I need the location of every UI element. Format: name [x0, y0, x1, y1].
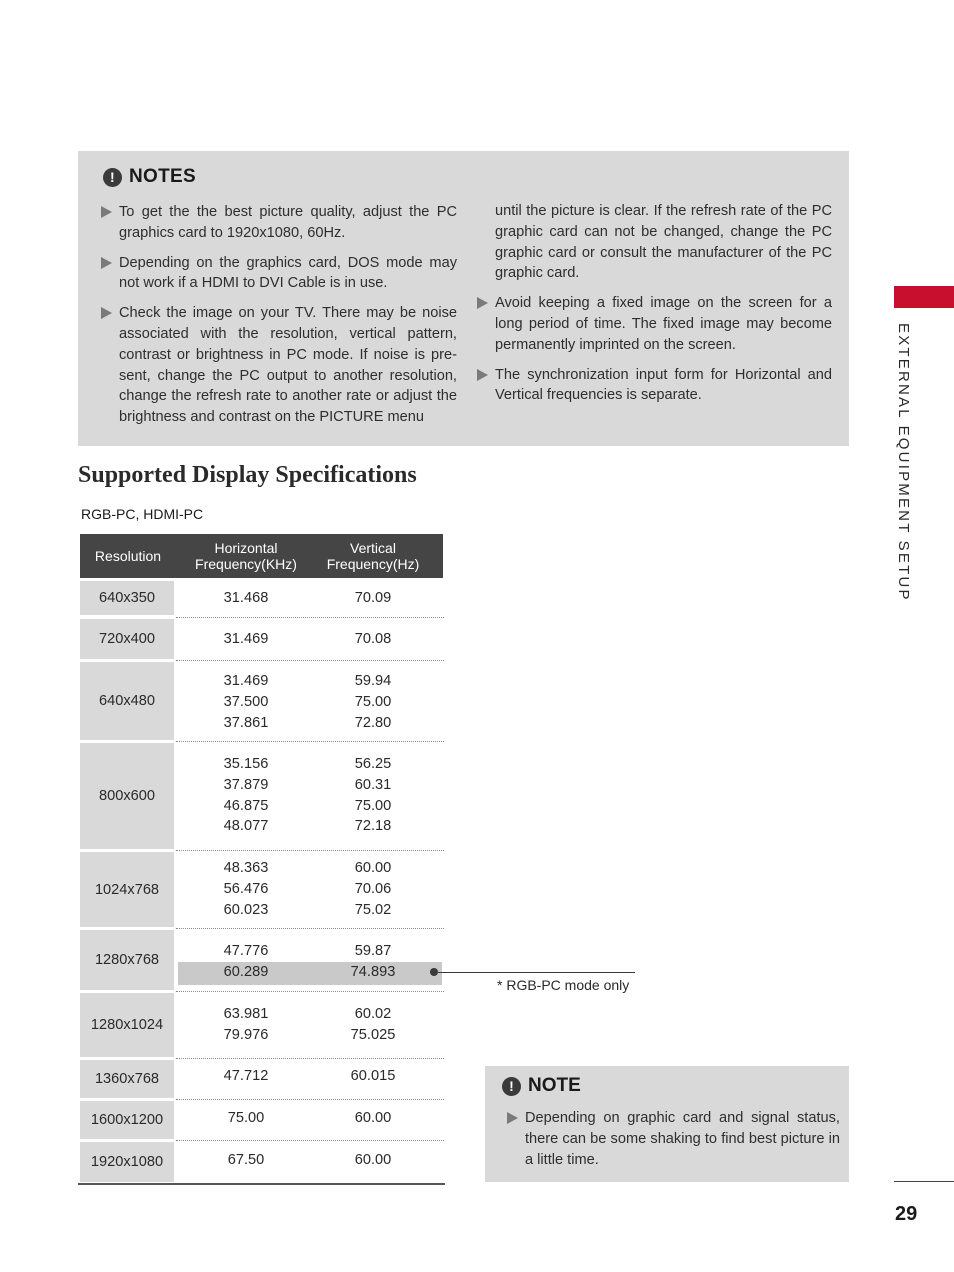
- vertical-values: 59.87 74.893: [350, 943, 396, 980]
- row-divider: [176, 1058, 444, 1059]
- vertical-values: 60.02 75.025: [350, 1006, 396, 1043]
- exclamation-icon: !: [103, 168, 122, 187]
- vertical-values: 60.00: [354, 1152, 392, 1168]
- row-divider: [176, 1099, 444, 1100]
- triangle-bullet-icon: [101, 307, 112, 319]
- horizontal-values: 47.776 60.289: [223, 943, 269, 980]
- table-bottom-border: [78, 1183, 445, 1185]
- notes-right-column: [476, 201, 832, 415]
- horizontal-values: 31.469 37.500 37.861: [223, 673, 269, 731]
- horizontal-values: 31.469: [223, 631, 269, 647]
- vertical-values: 56.25 60.31 75.00 72.18: [354, 756, 392, 835]
- row-divider: [176, 660, 444, 661]
- triangle-bullet-icon: [477, 297, 488, 309]
- notes-heading-text: NOTES: [129, 166, 196, 187]
- callout-line: [438, 972, 635, 973]
- resolution-cell: 800x600: [80, 743, 174, 849]
- row-divider: [176, 928, 444, 929]
- row-divider: [176, 617, 444, 618]
- row-divider: [176, 1140, 444, 1141]
- note-continuation: until the picture is clear. If the refresh rate of the PC graphic card can not be changed, change the PC graphic card or consult the manufacturer of the PC graphic card.: [495, 203, 832, 282]
- note-item: Depending on graphic card and signal status, there can be some shaking to find best picture in a little time.: [506, 1108, 840, 1170]
- header-vertical: Vertical Frequency(Hz): [326, 540, 420, 572]
- exclamation-icon: !: [502, 1077, 521, 1096]
- resolution-cell: 1024x768: [80, 852, 174, 927]
- note-item: Depending on the graphics card, DOS mode may not work if a HDMI to DVI Cable is in use.: [100, 253, 457, 295]
- page-number: 29: [895, 1203, 918, 1225]
- triangle-bullet-icon: [507, 1112, 518, 1124]
- vertical-values: 70.08: [354, 631, 392, 647]
- table-header: [80, 534, 443, 578]
- resolution-cell: 1360x768: [80, 1060, 174, 1098]
- row-divider: [176, 741, 444, 742]
- triangle-bullet-icon: [477, 369, 488, 381]
- horizontal-values: 48.363 56.476 60.023: [223, 860, 269, 918]
- section-title: Supported Display Specifications: [78, 462, 417, 488]
- header-resolution: Resolution: [94, 548, 162, 564]
- section-tab-marker: [894, 286, 954, 308]
- horizontal-values: 63.981 79.976: [223, 1006, 269, 1043]
- resolution-cell: 720x400: [80, 619, 174, 659]
- resolution-cell: 1280x1024: [80, 993, 174, 1057]
- resolution-cell: 640x480: [80, 662, 174, 740]
- triangle-bullet-icon: [101, 206, 112, 218]
- note-item: Check the image on your TV. There may be noise associated with the resolution, vertical pattern, contrast or brightness in PC mode. If noise is pre-sent, change the PC output to another resolution, change the refresh rate to another rate or adjust the brightness and contrast on the PICTURE menu: [100, 303, 457, 428]
- vertical-values: 60.00: [354, 1110, 392, 1126]
- vertical-values: 60.015: [350, 1068, 396, 1084]
- note-heading-text: NOTE: [528, 1075, 581, 1096]
- resolution-cell: 1280x768: [80, 930, 174, 990]
- callout-dot-icon: [430, 968, 438, 976]
- header-horizontal: Horizontal Frequency(KHz): [195, 540, 297, 572]
- horizontal-values: 47.712: [223, 1068, 269, 1084]
- horizontal-values: 75.00: [227, 1110, 265, 1126]
- note-item: Avoid keeping a fixed image on the screen for a long period of time. The fixed image may become permanently imprinted on the screen.: [476, 293, 832, 355]
- callout-text: * RGB-PC mode only: [497, 977, 630, 993]
- side-section-label: EXTERNAL EQUIPMENT SETUP: [895, 323, 912, 602]
- table-subtitle: RGB-PC, HDMI-PC: [81, 506, 204, 522]
- note-heading: [502, 1075, 581, 1097]
- horizontal-values: 31.468: [223, 590, 269, 606]
- note-item: To get the the best picture quality, adjust the PC graphics card to 1920x1080, 60Hz.: [100, 202, 457, 244]
- vertical-values: 70.09: [354, 590, 392, 606]
- horizontal-values: 67.50: [227, 1152, 265, 1168]
- note-body: [506, 1108, 840, 1179]
- notes-heading: [103, 166, 196, 188]
- resolution-cell: 640x350: [80, 581, 174, 615]
- resolution-cell: 1920x1080: [80, 1142, 174, 1182]
- vertical-values: 59.94 75.00 72.80: [354, 673, 392, 731]
- horizontal-values: 35.156 37.879 46.875 48.077: [223, 756, 269, 835]
- resolution-cell: 1600x1200: [80, 1101, 174, 1139]
- row-divider: [176, 850, 444, 851]
- notes-left-column: [100, 202, 457, 437]
- row-divider: [176, 991, 444, 992]
- page-number-rule: [894, 1181, 954, 1182]
- vertical-values: 60.00 70.06 75.02: [354, 860, 392, 918]
- triangle-bullet-icon: [101, 257, 112, 269]
- note-item: The synchronization input form for Horizontal and Vertical frequencies is separate.: [476, 365, 832, 407]
